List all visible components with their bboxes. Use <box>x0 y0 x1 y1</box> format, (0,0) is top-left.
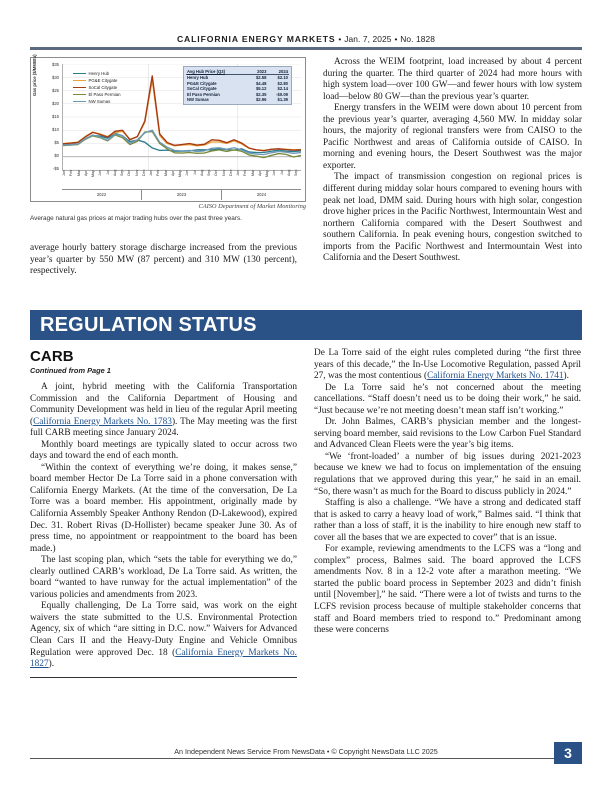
text-run: ). <box>563 371 569 382</box>
table-header-0: Avg Hub Price (Q3) <box>186 69 248 75</box>
legend-swatch-icon <box>73 73 86 75</box>
y-tick-1: $30 <box>52 75 59 80</box>
x-tick-13: Feb <box>156 170 161 177</box>
paragraph-lcfs: For example, reviewing amendments to the LCFS was a “long and complex” process, Balmes said. The board approved the LCFS amendments Nov. 8 in a 12-2 vote after a marathon meeting. “We started the public board process in September 2023 and didn’t finish until [November],” he said. “There were a lot of twists and turns to the LCFS revision process because of multiple stakeholder concerns that staff and Board members tried to respond to.” Predominant among these were concerns <box>314 544 581 636</box>
table-cell: -$0.09 <box>276 91 288 97</box>
paragraph-balmes-intro: Dr. John Balmes, CARB’s physician member and the longest-serving board member, said revisions to the Low Carbon Fuel Standard and Advanced Clean Fleets were the year’s big items. <box>314 417 581 451</box>
table-cell: $2.58 <box>255 75 267 81</box>
x-tick-26: Mar <box>250 170 255 177</box>
x-tick-18: Jul <box>192 170 197 175</box>
paragraph-joint-meeting <box>30 382 297 440</box>
y-tick-5: $10 <box>52 127 59 132</box>
table-cell: $2.14 <box>277 86 288 92</box>
masthead-separator-1: • <box>338 34 342 44</box>
section-banner-title: REGULATION STATUS <box>40 314 257 336</box>
article-left-column <box>30 348 297 678</box>
text-run: ). <box>48 659 55 670</box>
article-department-heading: CARB <box>30 348 74 365</box>
legend-label: Henry Hub <box>88 71 110 76</box>
text-run: A joint, hybrid meeting with the California Transportation Commission and the California Department of Housing and Community Development was held in lieu of the regular April meeting ( <box>30 382 297 427</box>
masthead-separator-2: • <box>394 34 398 44</box>
paragraph-waivers <box>30 601 297 670</box>
article-carb <box>30 348 582 678</box>
legend-label: El Paso Permian <box>88 92 121 97</box>
article-right-column <box>314 348 581 678</box>
table-cell: $2.80 <box>277 80 288 86</box>
issue-number: No. 1828 <box>400 34 436 44</box>
avg-hub-price-table <box>183 66 292 105</box>
continued-from-label: Continued from Page 1 <box>30 366 111 375</box>
paragraph-scoping-plan: The last scoping plan, which “sets the table for everything we do,” clearly outlined CARB’s workload, De La Torre said. As written, the board “wanted to have runway for the actual implementation” of the various policies and amendments from 2023. <box>30 555 297 600</box>
y-tick-7: $0 <box>54 153 59 158</box>
y-tick-8: -$5 <box>52 166 59 171</box>
y-tick-6: $5 <box>54 140 59 145</box>
x-tick-15: Apr <box>170 170 175 176</box>
column-end-rule <box>30 677 297 678</box>
footer-rule <box>30 758 582 759</box>
paragraph-monthly-meetings: Monthly board meetings are typically slated to occur across two days and toward the end of each month. <box>30 439 297 462</box>
year-label-0: 2022 <box>62 190 142 200</box>
page-number-badge: 3 <box>554 742 582 764</box>
chart-credit: CAISO Department of Market Monitoring <box>198 203 306 210</box>
x-tick-3: Apr <box>83 170 88 176</box>
legend-item-3 <box>73 91 121 98</box>
x-tick-16: May <box>178 170 182 177</box>
x-tick-10: Nov <box>134 170 139 177</box>
continued-left-column <box>30 243 297 278</box>
x-tick-30: Jul <box>279 170 284 175</box>
paragraph-congestion: The impact of transmission congestion on regional prices is different during midday solar hours compared to evening hours with peak net load, DMM said. During hours with high solar, congestion drove higher prices in the Pacific Northwest, Intermountain West and northern California compared with the Desert Southwest and southern California. In peak evening hours, congestion switched to imports from the Pacific Northwest and Intermountain West into California and the Desert Southwest. <box>323 172 582 264</box>
legend-item-4 <box>73 98 121 105</box>
x-tick-1: Feb <box>69 170 74 177</box>
x-tick-5: Jun <box>98 170 103 176</box>
top-right-column <box>323 57 582 265</box>
x-tick-31: Aug <box>286 170 291 177</box>
table-row <box>186 97 289 103</box>
paragraph-eight-rules <box>314 348 581 383</box>
year-label-2: 2024 <box>256 192 267 197</box>
publication-name: CALIFORNIA ENERGY MARKETS <box>176 34 336 44</box>
text-run: De La Torre said of the eight rules completed during “the first three years of this decade,” the In-Use Locomotive Regulation, passed April 27, was the most contentious ( <box>314 348 581 382</box>
x-tick-27: Apr <box>257 170 262 176</box>
x-tick-21: Oct <box>214 170 219 176</box>
x-tick-24: Jan <box>236 170 240 176</box>
x-tick-20: Sep <box>207 170 211 177</box>
table-header-1: 2023 <box>248 69 267 75</box>
x-tick-17: Jun <box>185 170 190 176</box>
paragraph-staffing: Staffing is also a challenge. “We have a strong and dedicated staff that is asked to carry a heavy load of work,” Balmes said. “I think that rather than a loss of staff, it is the inability to hire enough new staff to cover all the bases that we are expected to cover” that is an issue. <box>314 498 581 543</box>
chart-y-axis-label: Gas price ($/MMBtu) <box>32 54 37 96</box>
legend-item-2 <box>73 84 121 91</box>
table-cell: NW Sumas <box>187 97 209 103</box>
x-tick-9: Oct <box>127 170 132 176</box>
reference-link-1741[interactable]: California Energy Markets No. 1741 <box>427 371 564 382</box>
table-header-2: 2024 <box>267 69 289 75</box>
table-cell: SoCal Citygate <box>187 86 217 92</box>
legend-label: PG&E Citygate <box>88 78 118 83</box>
table-cell: $1.39 <box>277 97 288 103</box>
chart-legend <box>73 70 121 105</box>
issue-date: Jan. 7, 2025 <box>344 34 392 44</box>
paragraph-weim-load: Across the WEIM footprint, load increased by about 4 percent during the quarter. The third quarter of 2024 had more hours with high system load—over 100 GW—and fewer hours with low system load—below 80 GW—than the previous year’s quarter. <box>323 57 582 102</box>
legend-item-0 <box>73 70 121 77</box>
gas-price-chart <box>30 54 306 202</box>
table-cell: Henry Hub <box>187 75 209 81</box>
section-banner <box>30 310 582 340</box>
legend-swatch-icon <box>73 94 86 96</box>
x-tick-19: Aug <box>199 170 204 177</box>
legend-label: SoCal Citygate <box>88 85 118 90</box>
x-tick-25: Feb <box>243 170 248 177</box>
y-tick-0: $35 <box>52 62 59 67</box>
reference-link-1783[interactable]: California Energy Markets No. 1783 <box>33 416 172 427</box>
y-tick-4: $15 <box>52 114 59 119</box>
masthead <box>0 34 612 44</box>
x-tick-12: Jan <box>149 170 153 176</box>
x-tick-4: May <box>91 170 95 177</box>
chart-caption: Average natural gas prices at major trading hubs over the past three years. <box>30 215 242 222</box>
header-rule <box>30 47 582 50</box>
text-run: Equally challenging, De La Torre said, was work on the eight waivers the state submitted to the U.S. Environmental Protection Agency, six of which “are sitting in D.C. now.” Waivers for Advanced Clean Cars II and the Heavy-Duty Engine and Vehicle Omnibus Regulation were approved Dec. 18 ( <box>30 601 297 658</box>
x-tick-2: Mar <box>76 170 81 177</box>
x-tick-23: Dec <box>228 170 233 177</box>
paragraph-front-loaded: “We ‘front-loaded’ a number of big issues during 2021-2023 because we knew we had to focus on implementation of the ensuing regulations that we approved during this year,” he said in an email. “So, there wasn’t as much for the Board to discuss publicly in 2024.” <box>314 451 581 497</box>
x-tick-8: Sep <box>120 170 124 177</box>
table-cell: $4.48 <box>255 80 267 86</box>
paragraph-cancellations: De La Torre said he’s not concerned about the meeting cancellations. “Staff doesn’t need us to be doing their work,” he said. “Just because we’re not meeting doesn’t mean staff isn’t working.” <box>314 382 581 416</box>
table-cell: $5.12 <box>255 86 267 92</box>
table-cell: El Paso Permian <box>187 91 220 97</box>
legend-label: NW Sumas <box>88 99 111 104</box>
x-tick-6: Jul <box>105 170 110 175</box>
y-tick-2: $25 <box>52 88 59 93</box>
x-tick-32: Sep <box>294 170 298 177</box>
x-tick-0: Jan <box>62 170 66 176</box>
legend-item-1 <box>73 77 121 84</box>
paragraph-energy-transfers: Energy transfers in the WEIM were down about 10 percent from the previous year’s quarter, averaging 4,560 MW. In midday solar hours, the majority of regional transfers were from CAISO to the Pacific Northwest and areas of California outside of CAISO. In morning and evening hours, the Desert Southwest was the major exporter. <box>323 103 582 171</box>
table-cell: $2.96 <box>255 97 267 103</box>
x-tick-29: Jun <box>272 170 277 176</box>
text-run: ). The May meeting was the first full CARB meeting since January 2024. <box>30 416 297 439</box>
reference-link-1827[interactable]: California Energy Markets No. 1827 <box>30 647 297 670</box>
y-tick-3: $20 <box>52 101 59 106</box>
legend-swatch-icon <box>73 101 86 103</box>
chart-x-tick-labels <box>62 170 301 188</box>
x-tick-7: Aug <box>112 170 117 177</box>
continued-zone <box>30 243 582 278</box>
paragraph-battery-storage: average hourly battery storage discharge increased from the previous year’s quarter by 550 MW (87 percent) and 310 MW (130 percent), respectively. <box>30 243 297 277</box>
table-cell: $2.35 <box>255 91 267 97</box>
x-tick-14: Mar <box>163 170 168 177</box>
x-tick-22: Nov <box>221 170 226 177</box>
year-label-1: 2023 <box>142 190 222 200</box>
table-cell: PG&E Citygate <box>187 80 217 86</box>
legend-swatch-icon <box>73 87 86 89</box>
chart-year-labels <box>62 189 301 200</box>
table-cell: $2.10 <box>277 75 288 81</box>
footer-text: An Independent News Service From NewsData • © Copyright NewsData LLC 2025 <box>174 747 438 756</box>
x-tick-28: May <box>265 170 269 177</box>
paragraph-delatorre-quote: “Within the context of everything we’re doing, it makes sense,” board member Hector De La Torre said in a phone conversation with California Energy Markets. (At the time of the conversation, De La Torre was a board member. His appointment, originally made by California Assembly Speaker Anthony Rendon (D-Lakewood), expired Dec. 31. Robert Rivas (D-Hollister) became speaker June 30. As of press time, no appointment or reappointment to the board has been made.) <box>30 462 297 554</box>
continued-right-column <box>314 243 581 278</box>
x-tick-11: Dec <box>141 170 146 177</box>
legend-swatch-icon <box>73 80 86 82</box>
